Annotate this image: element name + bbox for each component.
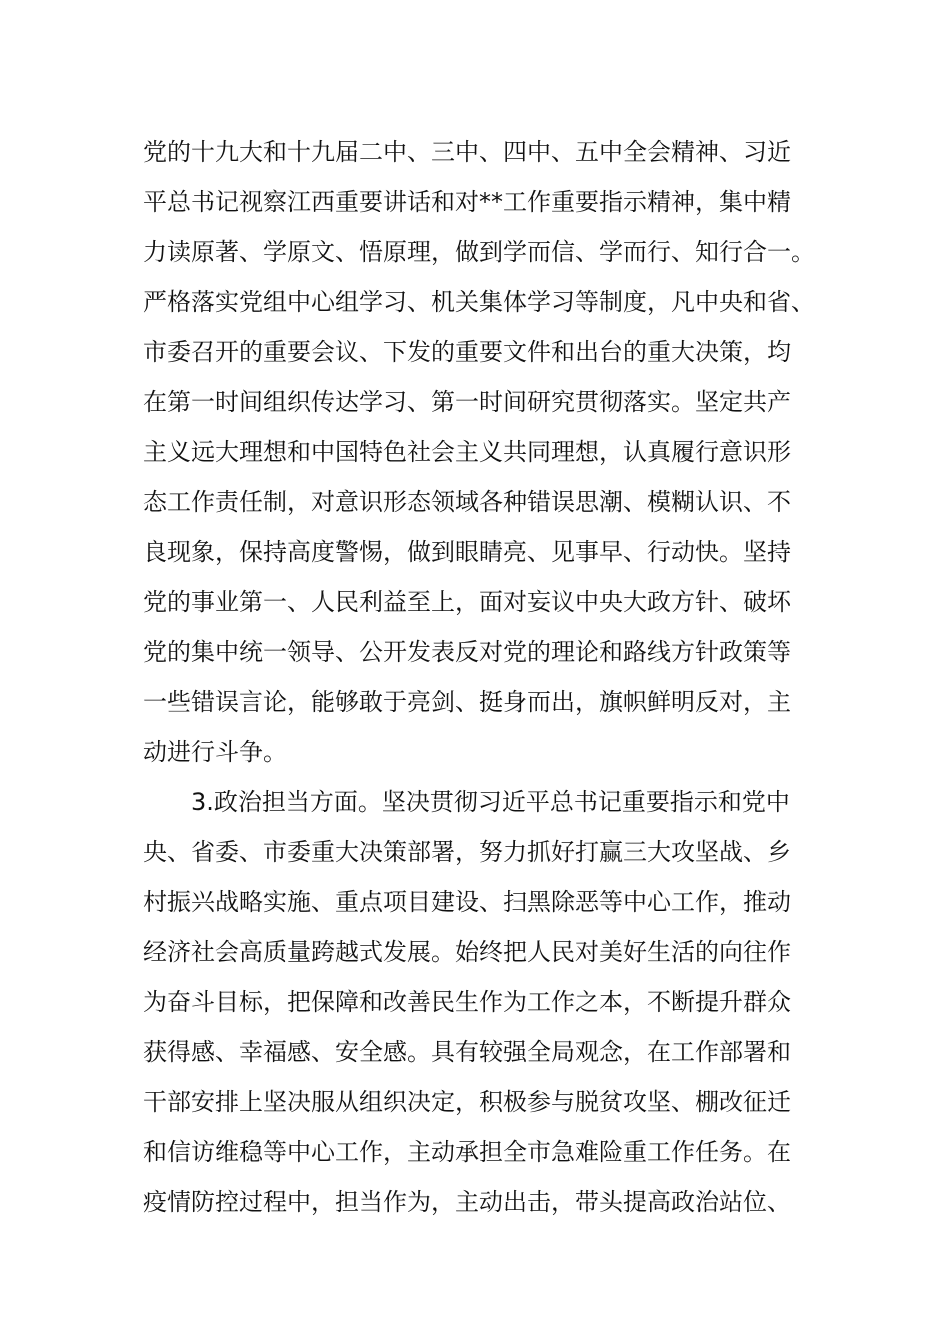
text-line: 平总书记视察江西重要讲话和对**工作重要指示精神，集中精 <box>143 188 791 216</box>
text-line: 力读原著、学原文、悟原理，做到学而信、学而行、知行合一。 <box>143 238 815 266</box>
text-line: 央、省委、市委重大决策部署，努力抓好打赢三大攻坚战、乡 <box>143 838 791 866</box>
text-line: 一些错误言论，能够敢于亮剑、挺身而出，旗帜鲜明反对，主 <box>143 688 791 716</box>
text-line: 获得感、幸福感、安全感。具有较强全局观念，在工作部署和 <box>143 1038 791 1066</box>
text-line: 党的事业第一、人民利益至上，面对妄议中央大政方针、破坏 <box>143 588 791 616</box>
text-line: 在第一时间组织传达学习、第一时间研究贯彻落实。坚定共产 <box>143 388 791 416</box>
text-line: 党的集中统一领导、公开发表反对党的理论和路线方针政策等 <box>143 638 791 666</box>
text-line: 市委召开的重要会议、下发的重要文件和出台的重大决策，均 <box>143 338 791 366</box>
text-line: 良现象，保持高度警惕，做到眼睛亮、见事早、行动快。坚持 <box>143 538 791 566</box>
text-line: 3.政治担当方面。坚决贯彻习近平总书记重要指示和党中 <box>143 788 790 816</box>
text-line: 严格落实党组中心组学习、机关集体学习等制度，凡中央和省、 <box>143 288 815 316</box>
text-line: 主义远大理想和中国特色社会主义共同理想，认真履行意识形 <box>143 438 791 466</box>
text-line: 为奋斗目标，把保障和改善民生作为工作之本，不断提升群众 <box>143 988 791 1016</box>
body-text <box>143 127 823 1227</box>
text-line: 疫情防控过程中，担当作为，主动出击，带头提高政治站位、 <box>143 1188 791 1216</box>
text-line: 经济社会高质量跨越式发展。始终把人民对美好生活的向往作 <box>143 938 791 966</box>
text-line: 党的十九大和十九届二中、三中、四中、五中全会精神、习近 <box>143 138 791 166</box>
text-line: 村振兴战略实施、重点项目建设、扫黑除恶等中心工作，推动 <box>143 888 791 916</box>
text-line: 干部安排上坚决服从组织决定，积极参与脱贫攻坚、棚改征迁 <box>143 1088 791 1116</box>
text-line: 动进行斗争。 <box>143 738 287 766</box>
text-line: 态工作责任制，对意识形态领域各种错误思潮、模糊认识、不 <box>143 488 791 516</box>
text-line: 和信访维稳等中心工作，主动承担全市急难险重工作任务。在 <box>143 1138 791 1166</box>
